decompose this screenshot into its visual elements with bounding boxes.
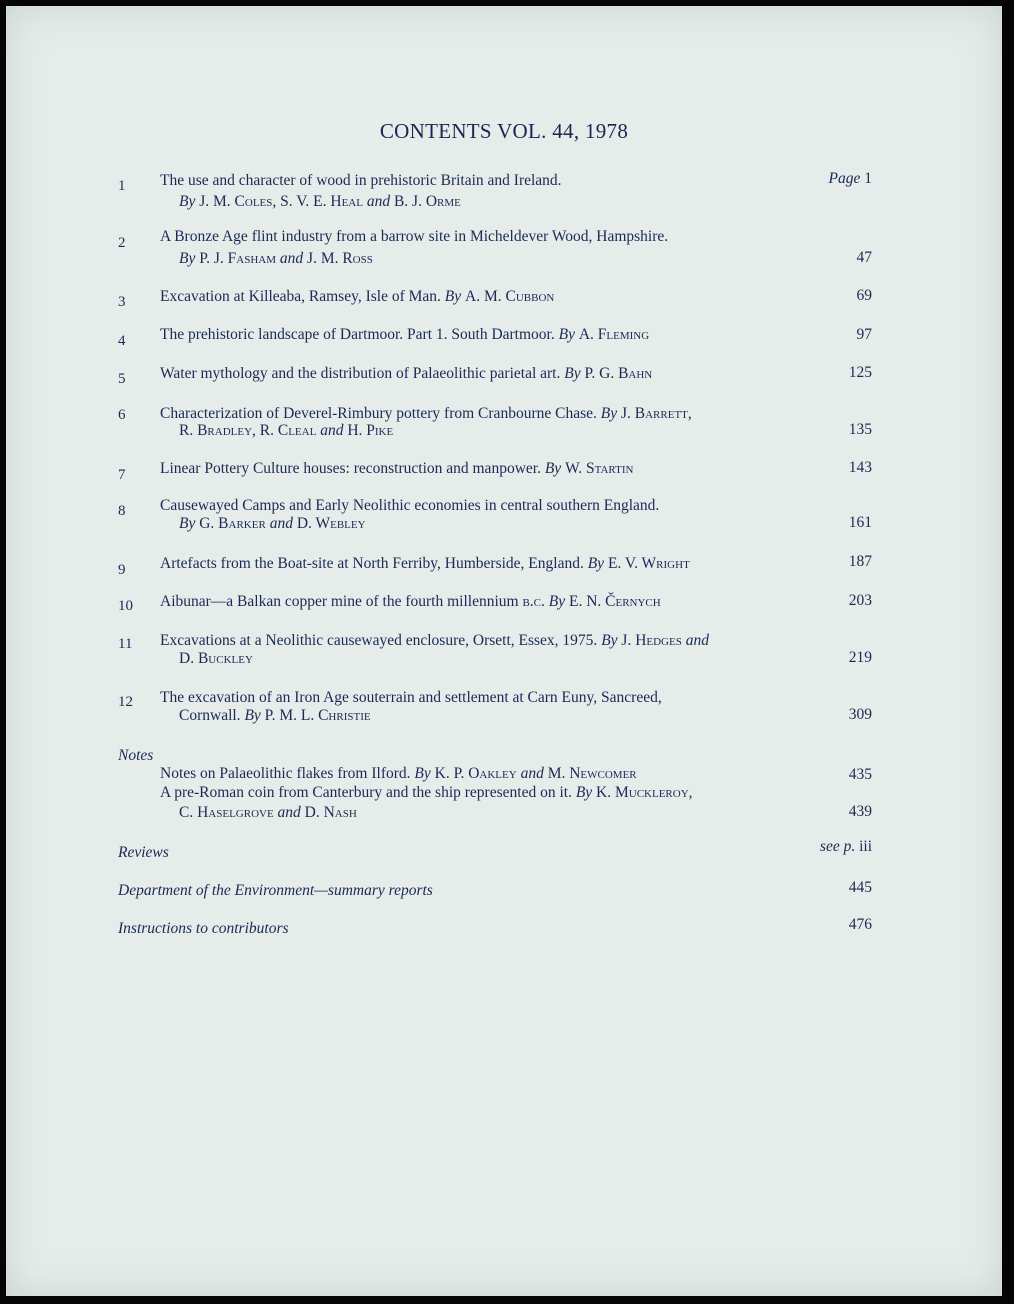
entry-title: The prehistoric landscape of Dartmoor. Part 1. South Dartmoor. By A. Fleming: [160, 326, 650, 343]
entry-title: Characterization of Deverel-Rimbury pottery from Cranbourne Chase. By J. Barrett,: [160, 405, 692, 422]
entry-page: 125: [848, 364, 872, 381]
entry-authors: Cornwall. By P. M. L. Christie: [179, 707, 371, 724]
instructions-label: Instructions to contributors: [118, 920, 289, 937]
entry-title: Aibunar—a Balkan copper mine of the fourth millennium b.c. By E. N. Černych: [160, 593, 661, 610]
note-title: Notes on Palaeolithic flakes from Ilford. By K. P. Oakley and M. Newcomer: [160, 765, 637, 782]
entry-title: Excavations at a Neolithic causewayed enclosure, Orsett, Essex, 1975. By J. Hedges and: [160, 632, 709, 649]
entry-number: 8: [118, 503, 126, 519]
entry-title: Excavation at Killeaba, Ramsey, Isle of Man. By A. M. Cubbon: [160, 288, 555, 305]
entry-number: 3: [118, 294, 126, 310]
doe-label: Department of the Environment—summary reports: [118, 882, 433, 899]
entry-number: 10: [118, 598, 133, 614]
entry-number: 6: [118, 407, 126, 423]
entry-authors: D. Buckley: [179, 650, 253, 667]
entry-number: 9: [118, 562, 126, 578]
entry-number: 12: [118, 694, 133, 710]
entry-authors: By P. J. Fasham and J. M. Ross: [179, 250, 373, 267]
entry-page: Page 1: [828, 170, 872, 187]
entry-page: 97: [856, 326, 872, 343]
note-page: 439: [848, 803, 872, 820]
contents-page: [6, 6, 1002, 1296]
note-title: A pre-Roman coin from Canterbury and the ship represented on it. By K. Muckleroy,: [160, 784, 693, 801]
entry-page: 143: [848, 459, 872, 476]
entry-authors: By G. Barker and D. Webley: [179, 515, 366, 532]
entry-number: 4: [118, 333, 126, 349]
entry-title: Causewayed Camps and Early Neolithic economies in central southern England.: [160, 497, 660, 514]
entry-page: 135: [848, 421, 872, 438]
entry-number: 1: [118, 178, 126, 194]
entry-title: Water mythology and the distribution of Palaeolithic parietal art. By P. G. Bahn: [160, 365, 653, 382]
entry-page: 47: [856, 249, 872, 266]
entry-page: 309: [848, 706, 872, 723]
entry-page: 69: [856, 287, 872, 304]
entry-title: The excavation of an Iron Age souterrain and settlement at Carn Euny, Sancreed,: [160, 689, 662, 706]
entry-title: A Bronze Age flint industry from a barrow site in Micheldever Wood, Hampshire.: [160, 228, 669, 245]
instructions-page: 476: [848, 916, 872, 933]
reviews-page: see p. iii: [819, 838, 872, 855]
entry-number: 7: [118, 467, 126, 483]
note-page: 435: [848, 766, 872, 783]
entry-number: 5: [118, 371, 126, 387]
entry-title: The use and character of wood in prehistoric Britain and Ireland.: [160, 172, 562, 189]
entry-number: 11: [118, 636, 133, 652]
entry-title: Linear Pottery Culture houses: reconstruction and manpower. By W. Startin: [160, 460, 634, 477]
page-title: CONTENTS VOL. 44, 1978: [379, 119, 629, 143]
entry-page: 161: [848, 514, 872, 531]
entry-authors: By J. M. Coles, S. V. E. Heal and B. J. Orme: [179, 193, 461, 210]
entry-page: 203: [848, 592, 872, 609]
entry-title: Artefacts from the Boat-site at North Ferriby, Humberside, England. By E. V. Wright: [160, 555, 690, 572]
entry-page: 187: [848, 553, 872, 570]
reviews-label: Reviews: [118, 844, 169, 861]
entry-number: 2: [118, 235, 126, 251]
note-authors: C. Haselgrove and D. Nash: [179, 804, 357, 821]
entry-authors: R. Bradley, R. Cleal and H. Pike: [179, 422, 394, 439]
notes-heading: Notes: [118, 747, 154, 764]
entry-page: 219: [848, 649, 872, 666]
doe-page: 445: [848, 879, 872, 896]
